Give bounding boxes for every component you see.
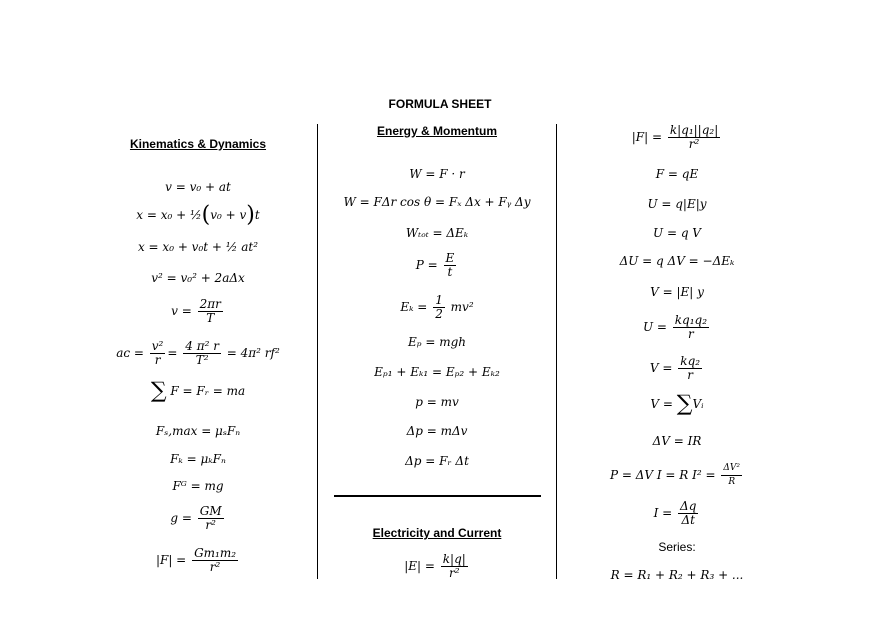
formula-potential-energy: Eₚ = mgh bbox=[407, 335, 467, 349]
column-divider-left bbox=[317, 124, 318, 579]
formula-ohms-law: ΔV = IR bbox=[652, 434, 702, 448]
formula-circular-velocity: v = $\frac{2\pi r}{T}$ bbox=[171, 297, 221, 325]
formula-electric-field: |E| = $\frac{k|q|}{\text{r²}}$ bbox=[404, 552, 466, 580]
formula-displacement-avg: x = x₀ + ½(v₀ + v)t bbox=[136, 202, 260, 228]
formula-static-friction: Fₛ,max = μₛFₙ bbox=[155, 424, 241, 438]
formula-kinetic-energy: Eₖ = $\frac{1}{2}$ mv² bbox=[400, 293, 474, 321]
series-label: Series: bbox=[658, 540, 696, 554]
formula-power: P = $\frac{E}{t}$ bbox=[415, 251, 455, 279]
formula-energy-change: ΔU = q ΔV = −ΔEₖ bbox=[619, 254, 735, 268]
formula-electric-force: F = qE bbox=[655, 167, 699, 181]
formula-electric-potential: V = $\frac{\text{kq₂}}{r}$ bbox=[649, 354, 701, 382]
formula-momentum-change: Δp = mΔv bbox=[406, 424, 468, 438]
formula-voltage-field: V = |E| y bbox=[650, 285, 704, 299]
formula-work-components: W = FΔr cos θ = Fₓ Δx + Fᵧ Δy bbox=[343, 195, 531, 209]
formula-electric-potential-energy: U = $\frac{\text{kq₁q₂}}{r}$ bbox=[642, 313, 708, 341]
formula-potential-energy-voltage: U = q V bbox=[653, 226, 701, 240]
formula-momentum: p = mv bbox=[415, 395, 459, 409]
formula-displacement: x = x₀ + v₀t + ½ at² bbox=[137, 240, 259, 254]
formula-coulomb-law: |F| = $\frac{\text{k|q₁||q₂|}}{\text{r²}}$ bbox=[631, 123, 719, 151]
formula-current: I = $\frac{\Delta q}{\Delta t}$ bbox=[653, 499, 697, 527]
heading-kinematics: Kinematics & Dynamics bbox=[129, 137, 267, 151]
column-divider-right bbox=[556, 124, 557, 579]
formula-energy-conservation: Eₚ₁ + Eₖ₁ = Eₚ₂ + Eₖ₂ bbox=[374, 365, 500, 379]
formula-series-resistance: R = R₁ + R₂ + R₃ + ... bbox=[610, 568, 744, 582]
formula-centripetal-acceleration: aᴄ = $\frac{\text{v²}}{r}$ = $\frac{\text{4 π² r}}{\text{T²}}$ = 4π² rf² bbox=[116, 339, 280, 367]
formula-potential-sum: V = ∑Vᵢ bbox=[650, 391, 704, 417]
heading-energy: Energy & Momentum bbox=[376, 124, 497, 138]
formula-work: W = F · r bbox=[409, 167, 465, 181]
heading-electricity: Electricity and Current bbox=[372, 526, 502, 540]
formula-velocity-squared: v² = v₀² + 2aΔx bbox=[151, 271, 245, 285]
formula-gravitation-law: |F| = $\frac{\text{Gm₁m₂}}{\text{r²}}$ bbox=[155, 546, 237, 574]
formula-impulse: Δp = Fᵣ Δt bbox=[405, 454, 469, 468]
formula-electric-power: P = ΔV I = R I² = $\frac{\text{ΔV²}}{R}$ bbox=[609, 463, 741, 487]
formula-velocity: v = v₀ + at bbox=[165, 180, 231, 194]
formula-gravitational-field: g = $\frac{GM}{\text{r²}}$ bbox=[170, 504, 222, 532]
formula-net-force: ∑ F = Fᵣ = ma bbox=[150, 378, 246, 404]
formula-electric-potential-energy-field: U = q|E|y bbox=[647, 197, 707, 211]
page-title: FORMULA SHEET bbox=[388, 97, 492, 111]
formula-work-energy: Wₜₒₜ = ΔEₖ bbox=[405, 226, 469, 240]
formula-gravity-force: Fᴳ = mg bbox=[172, 479, 224, 493]
section-divider bbox=[334, 495, 541, 497]
formula-kinetic-friction: Fₖ = μₖFₙ bbox=[170, 452, 226, 466]
